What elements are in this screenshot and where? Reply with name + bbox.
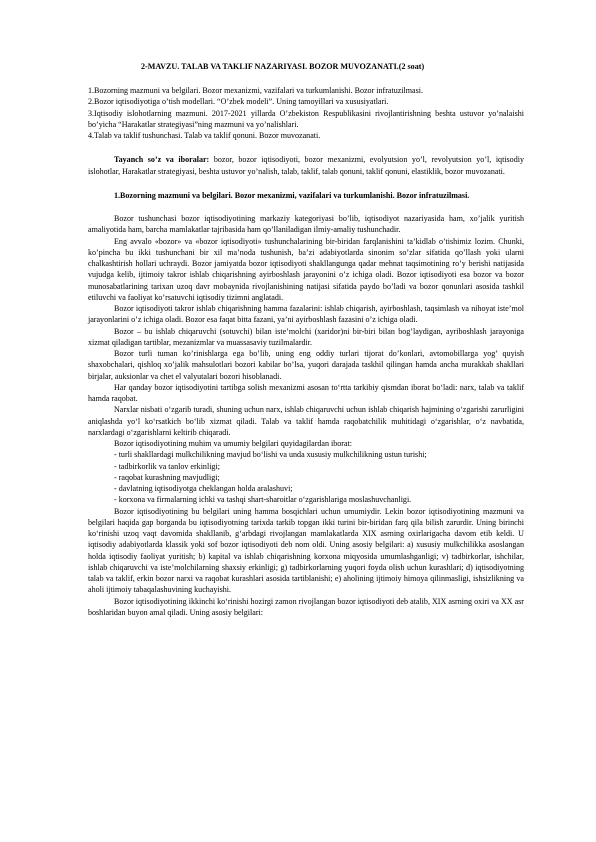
keywords-text: bozor, bozor iqtisodiyoti, bozor mexanizmi, evolyutsion yo’l, revolyutsion yo’l, iqtisodiy islohotlar, Harakatlar strategiyasi, beshta ustuvor yo’nalish, talab, taklif, talab qonuni, taklif qonuni, elastiklik, bozor muvozanati. (88, 155, 524, 176)
topic-outline (88, 85, 524, 141)
list-item: - raqobat kurashning mavjudligi; (114, 472, 220, 482)
body-paragraph: Eng avvalo «bozor» va «bozor iqtisodiyoti» tushunchalarining bir-biridan farqlanishini ta’kidlab o’tishimiz lozim. Chunki, ko’pincha bu ikki tushunchani bir xil ma’noda tushunish, ba’zi adabiyotlarda sinonim so’zlar sifatida qo’llash yoki ularni chalkashtirish hollari uchraydi. Bozor jamiyatda bozor iqtisodiyoti shakllangunga qadar mehnat taqsimotining ro’y berishi natijasida vujudga kelib, ijtimoiy takror ishlab chiqarishning ayirboshlash jarayonini o’z ichiga oladi. Bozor iqtisodiyoti esa bozor va bozor munosabatlarining tarixan uzoq davr mobaynida rivojlanishining natijasi sifatida paydo bo’ladi va bozor qonunlari asosida tashkil etiluvchi va faoliyat ko’rsatuvchi iqtisodiy tizimni anglatadi. (88, 236, 524, 302)
body-paragraph: Narxlar nisbati o‘zgarib turadi, shuning uchun narx, ishlab chiqaruvchi uchun ishlab chiqarish hajmining o‘zgarishi zarurligini aniqlashda yo‘l ko‘rsatkich bo‘lib xizmat qiladi. Talab va taklif hamda raqobatchilik muhitidagi o‘zgarishlar, o‘z navbatida, narxlardagi o‘zgarishlarni keltirib chiqaradi. (88, 405, 524, 437)
outline-item-1: 1.Bozorning mazmuni va belgilari. Bozor mexanizmi, vazifalari va turkumlanishi. Bozor infratuzilmasi. (88, 86, 423, 95)
keywords-paragraph (88, 154, 524, 177)
body-paragraph: Bozor turli tuman ko’rinishlarga ega bo’lib, uning eng oddiy turlari tijorat do’konlari, avtomobillarga yog’ quyish shaxobchalari, qishloq xo’jalik mahsulotlari bozori kabilar bo’lsa, yuqori darajada taskhil qilingan hamda ancha murakkab shakllari birjalar, auksionlar va chet el valyutalari bozori hisoblanadi. (88, 349, 524, 381)
body-paragraph: Bozor tushunchasi bozor iqtisodiyotining markaziy kategoriyasi bo’lib, iqtisodiyot nazariyasida ham, xo’jalik yuritish amaliyotida ham, barcha mamlakatlar tajribasida ham qo’llaniladigan ilmiy-amaliy tushunchadir. (88, 214, 524, 235)
outline-item-4: 4.Talab va taklif tushunchasi. Talab va taklif qonuni. Bozor muvozanati. (88, 131, 321, 140)
section-heading: 1.Bozorning mazmuni va belgilari. Bozor mexanizmi, vazifalari va turkumlanishi. Bozor infratuzilmasi. (114, 190, 470, 200)
page-title: 2-MAVZU. TALAB VA TAKLIF NAZARIYASI. BOZOR MUVOZANATI.(2 soat) (141, 62, 425, 71)
list-item: - turli shakllardagi mulkchilikning mavjud bo‘lishi va unda xususiy mulkchilikning ustun turishi; (114, 450, 427, 460)
document-content (88, 61, 524, 618)
outline-item-2: 2.Bozor iqtisodiyotiga o’tish modellari. “O’zbek modeli”. Uning tamoyillari va xususiyatlari. (88, 97, 389, 107)
list-item: - tadbirkorlik va tanlov erkinligi; (114, 461, 220, 471)
body-paragraph: Har qanday bozor iqtisodiyotini tartibga solish mexanizmi asosan to‘rtta tarkibiy qismdan iborat bo‘ladi: narx, talab va taklif hamda raqobat. (88, 382, 524, 403)
body-paragraph: Bozor iqtisodiyotining muhim va umumiy belgilari quyidagilardan iborat: (114, 439, 353, 448)
list-item: - davlatning iqtisodiyotga cheklangan holda aralashuvi; (114, 484, 293, 493)
body-paragraph: Bozor iqtisodiyoti takror ishlab chiqarishning hamma fazalarini: ishlab chiqarish, ayirboshlash, taqsimlash va nihoyat iste’mol jarayonlarini o’z ichiga oladi. Bozor esa faqat bitta fazani, ya’ni ayirboshlash fazasini o’z ichiga oladi. (88, 304, 524, 325)
list-item: - korxona va firmalarning ichki va tashqi shart-sharoitlar o‘zgarishlariga moslashuvchanligi. (114, 495, 412, 505)
body-paragraph: Bozor iqtisodiyotining bu belgilari uning hamma bosqichlari uchun umumiydir. Lekin bozor iqtisodiyotining mazmuni va belgilari haqida gap borganda bu iqtisodiyotning tarixda tarkib topgan ikki turini bir-biridan farq qila bilish zarurdir. Uning birinchi ko‘rinishi uzoq vaqt davomida shakllanib, g‘arbdagi rivojlangan mamlakatlarda XIX asrning oxirlarigacha davom etib keldi. U iqtisodiy adabiyotlarda klassik yoki sof bozor iqtisodiyoti deb nom oldi. Uning asosiy belgilari: a) xususiy mulkchilikka asoslangan holda iqtisodiy faoliyat yuritish; b) kapital va ishlab chiqarishning korxona miqyosida umumlashganligi; v) tadbirkorlar, ishchilar, ishlab chiqaruvchi va iste’molchilarning shaxsiy erkinligi; g) tadbirkorlarning yuqori foyda olish uchun kurashlari; d) iqtisodiyotning talab va taklif, erkin bozor narxi va raqobat kurashlari asosida tartiblanishi; e) aholining ijtimoiy himoya qilinmasligi, ishsizlikning va aholi ijtimoiy tabaqalashuvining kuchayishi. (88, 506, 524, 595)
body-paragraph: Bozor – bu ishlab chiqaruvchi (sotuvchi) bilan iste’molchi (xaridor)ni bir-biri bilan bog’laydigan, ayriboshlash jarayoniga xizmat qiladigan tartiblar, mezanizmlar va muassasaviy tuzilmalardir. (88, 326, 524, 347)
keywords-label: Tayanch so’z va iboralar: (114, 155, 210, 165)
features-list (88, 449, 524, 505)
body-paragraph: Bozor iqtisodiyotining ikkinchi ko‘rinishi hozirgi zamon rivojlangan bozor iqtisodiyoti deb atalib, XIX asrning oxiri va XX asr boshlaridan buyon amal qiladi. Uning asosiy belgilari: (88, 596, 524, 617)
outline-item-3: 3.Iqtisodiy islohotlarning mazmuni. 2017-2021 yillarda O’zbekiston Respublikasini rivojlantirishning beshta ustuvor yo’nalaishi bo’yicha “Harakatlar strategiyasi”ning mazmuni va yo’nalishlari. (88, 108, 524, 129)
